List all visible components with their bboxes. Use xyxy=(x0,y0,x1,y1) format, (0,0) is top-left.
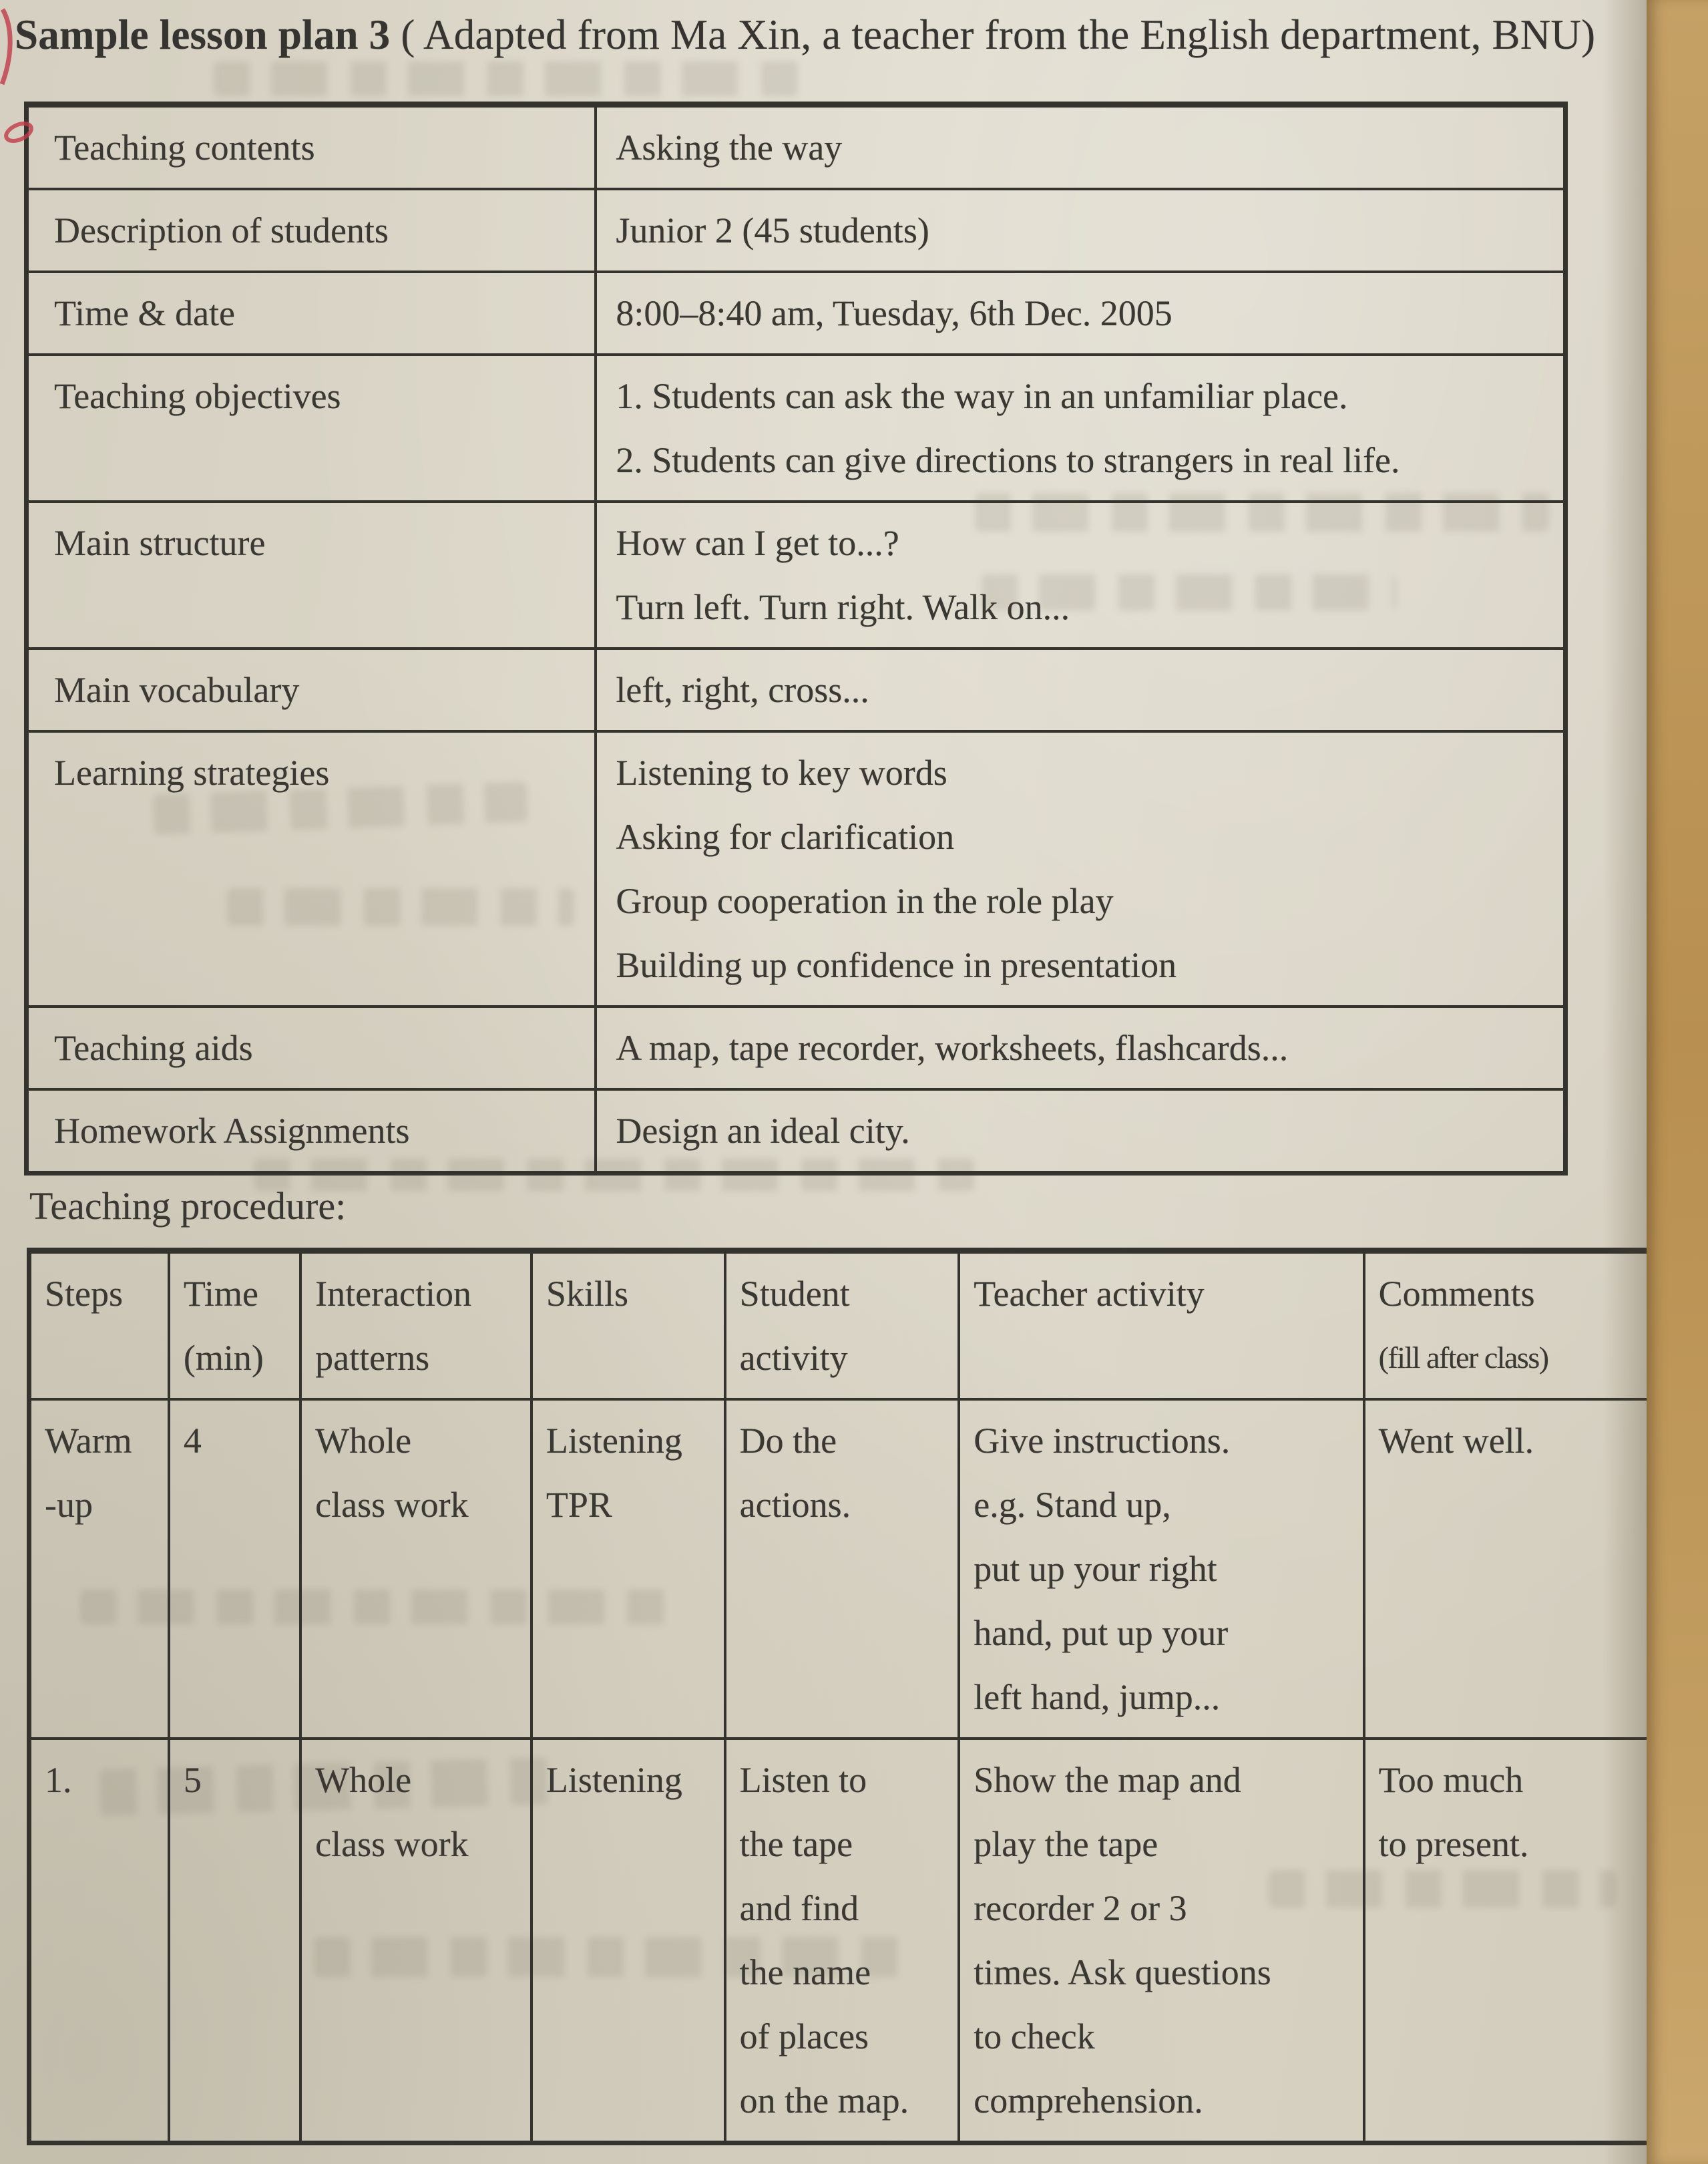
cell-time xyxy=(169,1739,300,2143)
cell-line: (fill after class) xyxy=(1378,1340,1548,1375)
cell-line: Turn left. Turn right. Walk on... xyxy=(616,587,1070,627)
cell-line: Time xyxy=(183,1274,258,1314)
cell-line: Whole xyxy=(315,1421,412,1461)
row-value xyxy=(596,649,1565,731)
cell-line: Homework Assignments xyxy=(54,1111,410,1151)
cell-line: A map, tape recorder, worksheets, flashcards... xyxy=(616,1028,1289,1068)
cell-line: class work xyxy=(315,1485,469,1525)
cell-line: Building up confidence in presentation xyxy=(616,945,1177,985)
column-header xyxy=(531,1251,725,1400)
cell-line: How can I get to...? xyxy=(616,523,899,563)
cell-line: Main vocabulary xyxy=(54,670,300,710)
lesson-info-table xyxy=(24,102,1568,1176)
teaching-procedure-heading: Teaching procedure: xyxy=(29,1184,347,1228)
cell-line: activity xyxy=(739,1338,848,1378)
cell-line: Learning strategies xyxy=(54,753,330,793)
cell-line: Show the map and xyxy=(974,1760,1241,1800)
cell-line: to present. xyxy=(1378,1824,1529,1864)
cell-line: 1. xyxy=(45,1760,72,1800)
row-label xyxy=(27,649,596,731)
cell-line: recorder 2 or 3 xyxy=(974,1888,1187,1928)
cell-line: play the tape xyxy=(974,1824,1158,1864)
table-row xyxy=(27,649,1566,731)
cell-line: 2. Students can give directions to strangers in real life. xyxy=(616,440,1400,480)
cell-line: e.g. Stand up, xyxy=(974,1485,1171,1525)
cell-steps xyxy=(29,1399,169,1739)
cell-line: Asking the way xyxy=(616,128,843,168)
cell-line: Student xyxy=(739,1274,850,1314)
row-value xyxy=(596,355,1565,502)
cell-line: actions. xyxy=(739,1485,851,1525)
table-row xyxy=(29,1399,1655,1739)
row-value xyxy=(596,272,1565,355)
cell-skills xyxy=(531,1399,725,1739)
procedure-body xyxy=(29,1399,1655,2143)
cell-line: the name xyxy=(739,1952,871,1992)
row-label xyxy=(27,731,596,1007)
teaching-procedure-table xyxy=(27,1248,1657,2145)
title-parenthetical: ( Adapted from Ma Xin, a teacher from the English department, BNU) xyxy=(390,11,1596,58)
row-value xyxy=(596,731,1565,1007)
cell-line: Listening xyxy=(546,1760,682,1800)
row-value xyxy=(596,1007,1565,1089)
cell-steps xyxy=(29,1739,169,2143)
page-edge-shadow xyxy=(1603,0,1649,2164)
table-row xyxy=(27,502,1566,649)
cell-line: Too much xyxy=(1378,1760,1524,1800)
cell-interaction xyxy=(300,1399,531,1739)
cell-student xyxy=(725,1399,959,1739)
cell-line: left, right, cross... xyxy=(616,670,869,710)
header-row xyxy=(29,1251,1655,1400)
cell-line: Skills xyxy=(546,1274,628,1314)
cell-student xyxy=(725,1739,959,2143)
cell-line: Teaching aids xyxy=(54,1028,253,1068)
cell-line: Steps xyxy=(45,1274,124,1314)
row-label xyxy=(27,272,596,355)
cell-line: Time & date xyxy=(54,293,236,333)
cell-line: Description of students xyxy=(54,210,389,250)
cell-line: Group cooperation in the role play xyxy=(616,881,1114,921)
column-header xyxy=(300,1251,531,1400)
cell-teacher xyxy=(959,1739,1363,2143)
row-label xyxy=(27,355,596,502)
red-pen-stroke xyxy=(2,9,10,84)
cell-line: (min) xyxy=(183,1338,264,1378)
row-label xyxy=(27,189,596,272)
cell-line: put up your right xyxy=(974,1549,1217,1589)
lesson-info-body xyxy=(27,105,1566,1174)
cell-line: class work xyxy=(315,1824,469,1864)
cell-skills xyxy=(531,1739,725,2143)
row-value xyxy=(596,189,1565,272)
row-label xyxy=(27,502,596,649)
cell-line: Listening to key words xyxy=(616,753,947,793)
column-header xyxy=(725,1251,959,1400)
column-header xyxy=(29,1251,169,1400)
cell-line: Main structure xyxy=(54,523,266,563)
cell-interaction xyxy=(300,1739,531,2143)
cell-line: times. Ask questions xyxy=(974,1952,1271,1992)
cell-line: Comments xyxy=(1378,1274,1535,1314)
bleed-through-ghost xyxy=(214,61,801,96)
column-header xyxy=(959,1251,1363,1400)
cell-line: Asking for clarification xyxy=(616,817,955,857)
table-row xyxy=(27,1089,1566,1174)
cell-line: hand, put up your xyxy=(974,1613,1229,1653)
row-label xyxy=(27,1089,596,1174)
title-bold-part: Sample lesson plan 3 xyxy=(15,11,391,58)
cell-line: -up xyxy=(45,1485,93,1525)
cell-time xyxy=(169,1399,300,1739)
table-row xyxy=(29,1739,1655,2143)
cell-line: Teaching objectives xyxy=(54,376,341,416)
table-row xyxy=(27,105,1566,190)
cell-line: comprehension. xyxy=(974,2081,1203,2121)
page-title xyxy=(15,11,1697,59)
row-label xyxy=(27,1007,596,1089)
cell-line: Teaching contents xyxy=(54,128,315,168)
cell-line: on the map. xyxy=(739,2081,909,2121)
cell-line: Whole xyxy=(315,1760,412,1800)
row-label xyxy=(27,105,596,190)
cell-line: 5 xyxy=(183,1760,202,1800)
cell-line: to check xyxy=(974,2016,1095,2056)
cell-line: and find xyxy=(739,1888,859,1928)
cell-line: Give instructions. xyxy=(974,1421,1231,1461)
cell-line: Went well. xyxy=(1378,1421,1534,1461)
row-value xyxy=(596,105,1565,190)
table-row xyxy=(27,355,1566,502)
cell-line: Do the xyxy=(739,1421,837,1461)
cell-line: 1. Students can ask the way in an unfamiliar place. xyxy=(616,376,1348,416)
cell-line: Listen to xyxy=(739,1760,867,1800)
table-row xyxy=(27,731,1566,1007)
cell-line: the tape xyxy=(739,1824,853,1864)
cell-line: patterns xyxy=(315,1338,430,1378)
cell-line: Warm xyxy=(45,1421,132,1461)
cell-line: 8:00–8:40 am, Tuesday, 6th Dec. 2005 xyxy=(616,293,1172,333)
book-page-edge xyxy=(1647,0,1708,2164)
cell-line: left hand, jump... xyxy=(974,1677,1221,1717)
table-row xyxy=(27,1007,1566,1089)
cell-line: TPR xyxy=(546,1485,612,1525)
cell-line: Teacher activity xyxy=(974,1274,1205,1314)
cell-line: Interaction xyxy=(315,1274,472,1314)
table-row xyxy=(27,189,1566,272)
cell-line: Design an ideal city. xyxy=(616,1111,910,1151)
row-value xyxy=(596,502,1565,649)
cell-line: 4 xyxy=(183,1421,202,1461)
cell-line: Listening xyxy=(546,1421,682,1461)
row-value xyxy=(596,1089,1565,1174)
cell-teacher xyxy=(959,1399,1363,1739)
procedure-header xyxy=(29,1251,1655,1400)
cell-line: of places xyxy=(739,2016,869,2056)
table-row xyxy=(27,272,1566,355)
column-header xyxy=(169,1251,300,1400)
cell-line: Junior 2 (45 students) xyxy=(616,210,929,250)
